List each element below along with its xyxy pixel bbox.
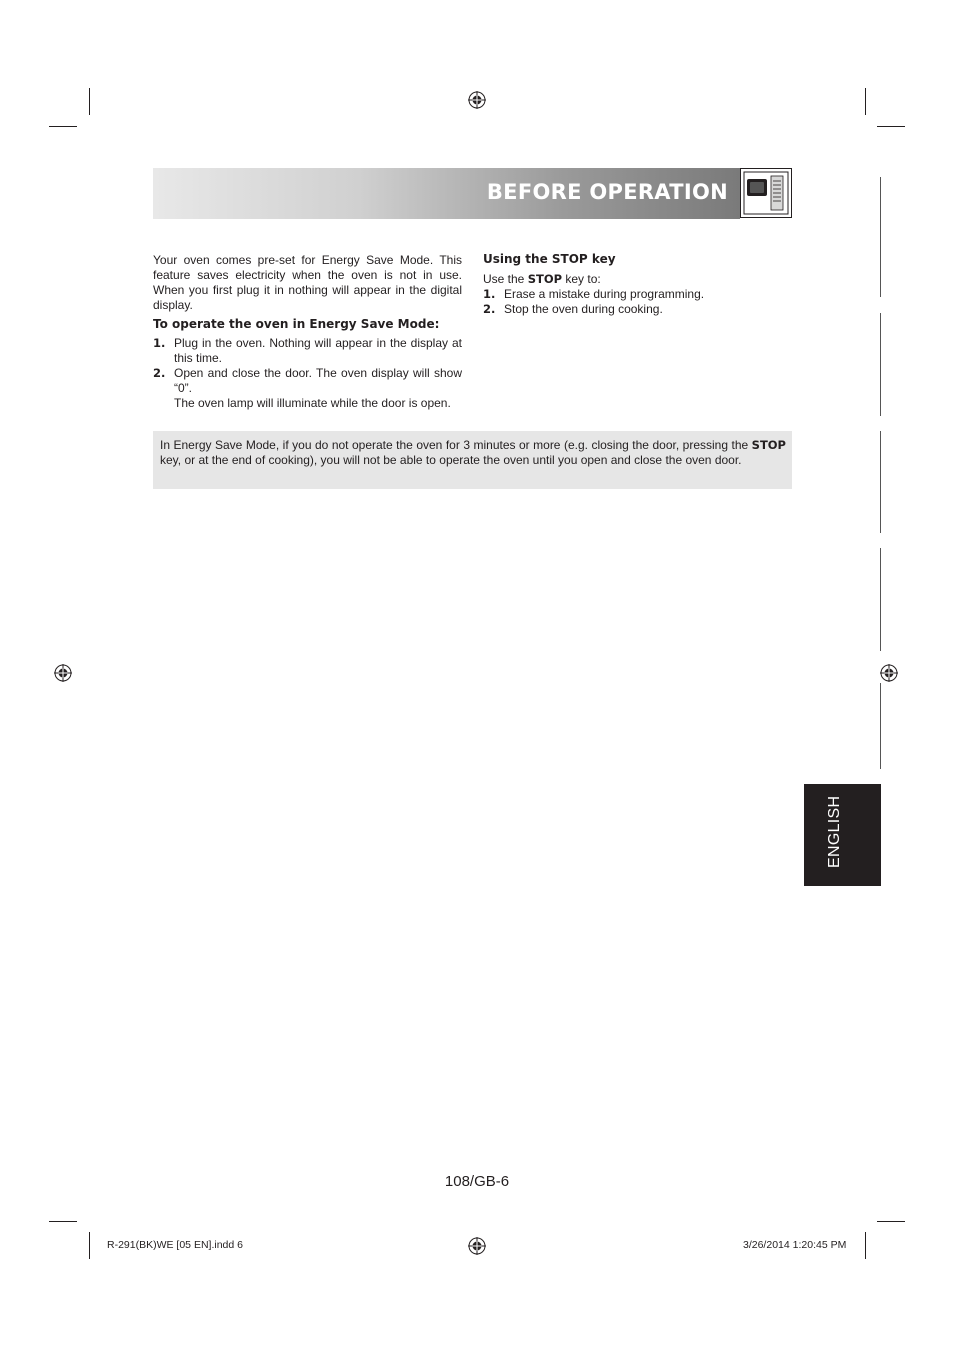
slug-file-info: R-291(BK)WE [05 EN].indd 6 xyxy=(107,1239,243,1251)
crop-mark xyxy=(89,88,90,115)
stop-key-intro xyxy=(483,272,783,287)
intro-paragraph: Your oven comes pre-set for Energy Save Mode. This feature saves electricity when the oven is not in use. When you first plug it in nothing will appear in the digital display. xyxy=(153,253,462,312)
energy-save-note-box xyxy=(153,431,792,489)
list-item xyxy=(153,366,462,396)
step-number: 1. xyxy=(153,336,166,350)
step-number: 2. xyxy=(483,302,496,316)
step-text: Plug in the oven. Nothing will appear in the display at this time. xyxy=(174,336,462,365)
page-number: 108/GB-6 xyxy=(444,1173,510,1190)
registration-mark-icon xyxy=(54,664,72,682)
stop-intro-suffix: key to: xyxy=(562,272,601,286)
crop-mark xyxy=(89,1232,90,1259)
crop-mark xyxy=(49,1221,77,1222)
side-divider xyxy=(880,177,881,297)
list-item xyxy=(483,287,783,302)
side-divider xyxy=(880,683,881,769)
note-prefix: In Energy Save Mode, if you do not operate the oven for 3 minutes or more (e.g. closing the door, pressing the xyxy=(160,438,752,452)
stop-intro-prefix: Use the xyxy=(483,272,528,286)
energy-save-subheading: To operate the oven in Energy Save Mode: xyxy=(153,317,440,331)
side-divider xyxy=(880,313,881,416)
right-column xyxy=(483,252,783,317)
registration-mark-icon xyxy=(468,91,486,109)
page-title: BEFORE OPERATION xyxy=(486,180,728,204)
crop-mark xyxy=(49,126,77,127)
step-note: The oven lamp will illuminate while the door is open. xyxy=(174,396,451,410)
list-item xyxy=(153,336,462,366)
step-text: Stop the oven during cooking. xyxy=(504,302,663,316)
stop-key-heading: Using the STOP key xyxy=(483,252,616,266)
step-text: Erase a mistake during programming. xyxy=(504,287,705,301)
registration-mark-icon xyxy=(468,1237,486,1255)
crop-mark xyxy=(877,126,905,127)
note-stop-key: STOP xyxy=(751,438,786,452)
left-column xyxy=(153,253,462,411)
step-number: 1. xyxy=(483,287,496,301)
side-divider xyxy=(880,431,881,533)
crop-mark xyxy=(877,1221,905,1222)
slug-date-info: 3/26/2014 1:20:45 PM xyxy=(743,1239,847,1251)
step-number: 2. xyxy=(153,366,166,380)
stop-key-label: STOP xyxy=(527,272,563,286)
microwave-oven-icon xyxy=(740,168,792,218)
side-divider xyxy=(880,548,881,651)
list-item xyxy=(483,302,783,317)
note-suffix: key, or at the end of cooking), you will not be able to operate the oven until you open and close the oven door. xyxy=(160,453,742,467)
language-tab xyxy=(804,784,881,886)
crop-mark xyxy=(865,88,866,115)
language-tab-label: ENGLISH xyxy=(826,795,843,868)
step-text: Open and close the door. The oven display will show “0”. xyxy=(174,366,462,395)
section-header-banner xyxy=(153,168,740,219)
crop-mark xyxy=(865,1232,866,1259)
registration-mark-icon xyxy=(880,664,898,682)
